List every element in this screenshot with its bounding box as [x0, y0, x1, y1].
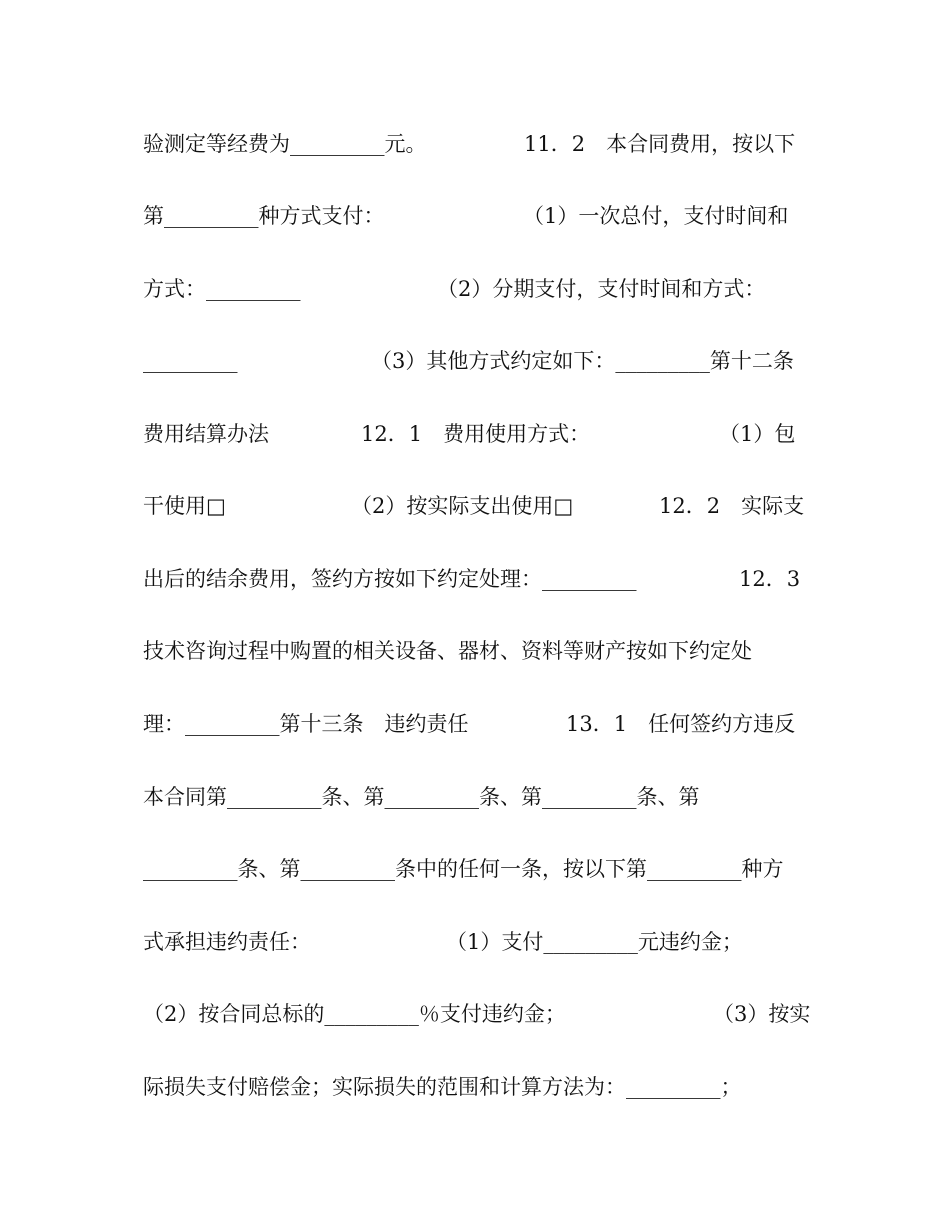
text-line [0, 1072, 950, 1102]
text-line [0, 854, 950, 884]
text-segment: 本合同第_________条、第_________条、第_________条、第 [143, 785, 700, 809]
text-line [0, 274, 950, 304]
text-line [0, 782, 950, 812]
text-segment: 12．2 实际支 [659, 494, 805, 518]
text-segment: （2）分期支付，支付时间和方式： [437, 277, 766, 301]
text-segment: 技术咨询过程中购置的相关设备、器材、资料等财产按如下约定处 [143, 639, 752, 663]
text-segment: （2）按合同总标的_________％支付违约金； [143, 1002, 566, 1026]
text-line [0, 419, 950, 449]
text-segment: 第_________种方式支付： [143, 204, 385, 228]
text-segment: （3）其他方式约定如下：_________第十二条 [371, 349, 794, 373]
text-segment: 11．2 本合同费用，按以下 [524, 132, 796, 156]
text-segment: 验测定等经费为_________元。 [143, 132, 427, 156]
text-segment: 理：_________第十三条 违约责任 [143, 712, 469, 736]
text-line [0, 564, 950, 594]
text-segment: 12．1 费用使用方式： [361, 422, 591, 446]
text-line [0, 709, 950, 739]
text-segment: （1）一次总付，支付时间和 [523, 204, 789, 228]
text-line [0, 636, 950, 666]
text-segment: _________ [143, 349, 238, 373]
text-line [0, 491, 950, 521]
text-segment: 际损失支付赔偿金；实际损失的范围和计算方法为：_________； [143, 1075, 742, 1099]
text-segment: 费用结算办法 [143, 422, 269, 446]
text-line [0, 927, 950, 957]
text-segment: 方式：_________ [143, 277, 301, 301]
text-segment: 式承担违约责任： [143, 930, 311, 954]
text-segment: 12．3 [739, 567, 801, 591]
text-line [0, 129, 950, 159]
text-line [0, 201, 950, 231]
text-segment: _________条、第_________条中的任何一条，按以下第_________种方 [143, 857, 784, 881]
text-segment: （1）包 [719, 422, 796, 446]
text-line [0, 999, 950, 1029]
text-segment: 13．1 任何签约方违反 [566, 712, 796, 736]
text-line [0, 346, 950, 376]
text-segment: （2）按实际支出使用□ [351, 494, 574, 518]
text-segment: 干使用□ [143, 494, 226, 518]
text-segment: （1）支付_________元违约金； [446, 930, 743, 954]
text-segment: （3）按实 [713, 1002, 811, 1026]
text-segment: 出后的结余费用，签约方按如下约定处理：_________ [143, 567, 637, 591]
